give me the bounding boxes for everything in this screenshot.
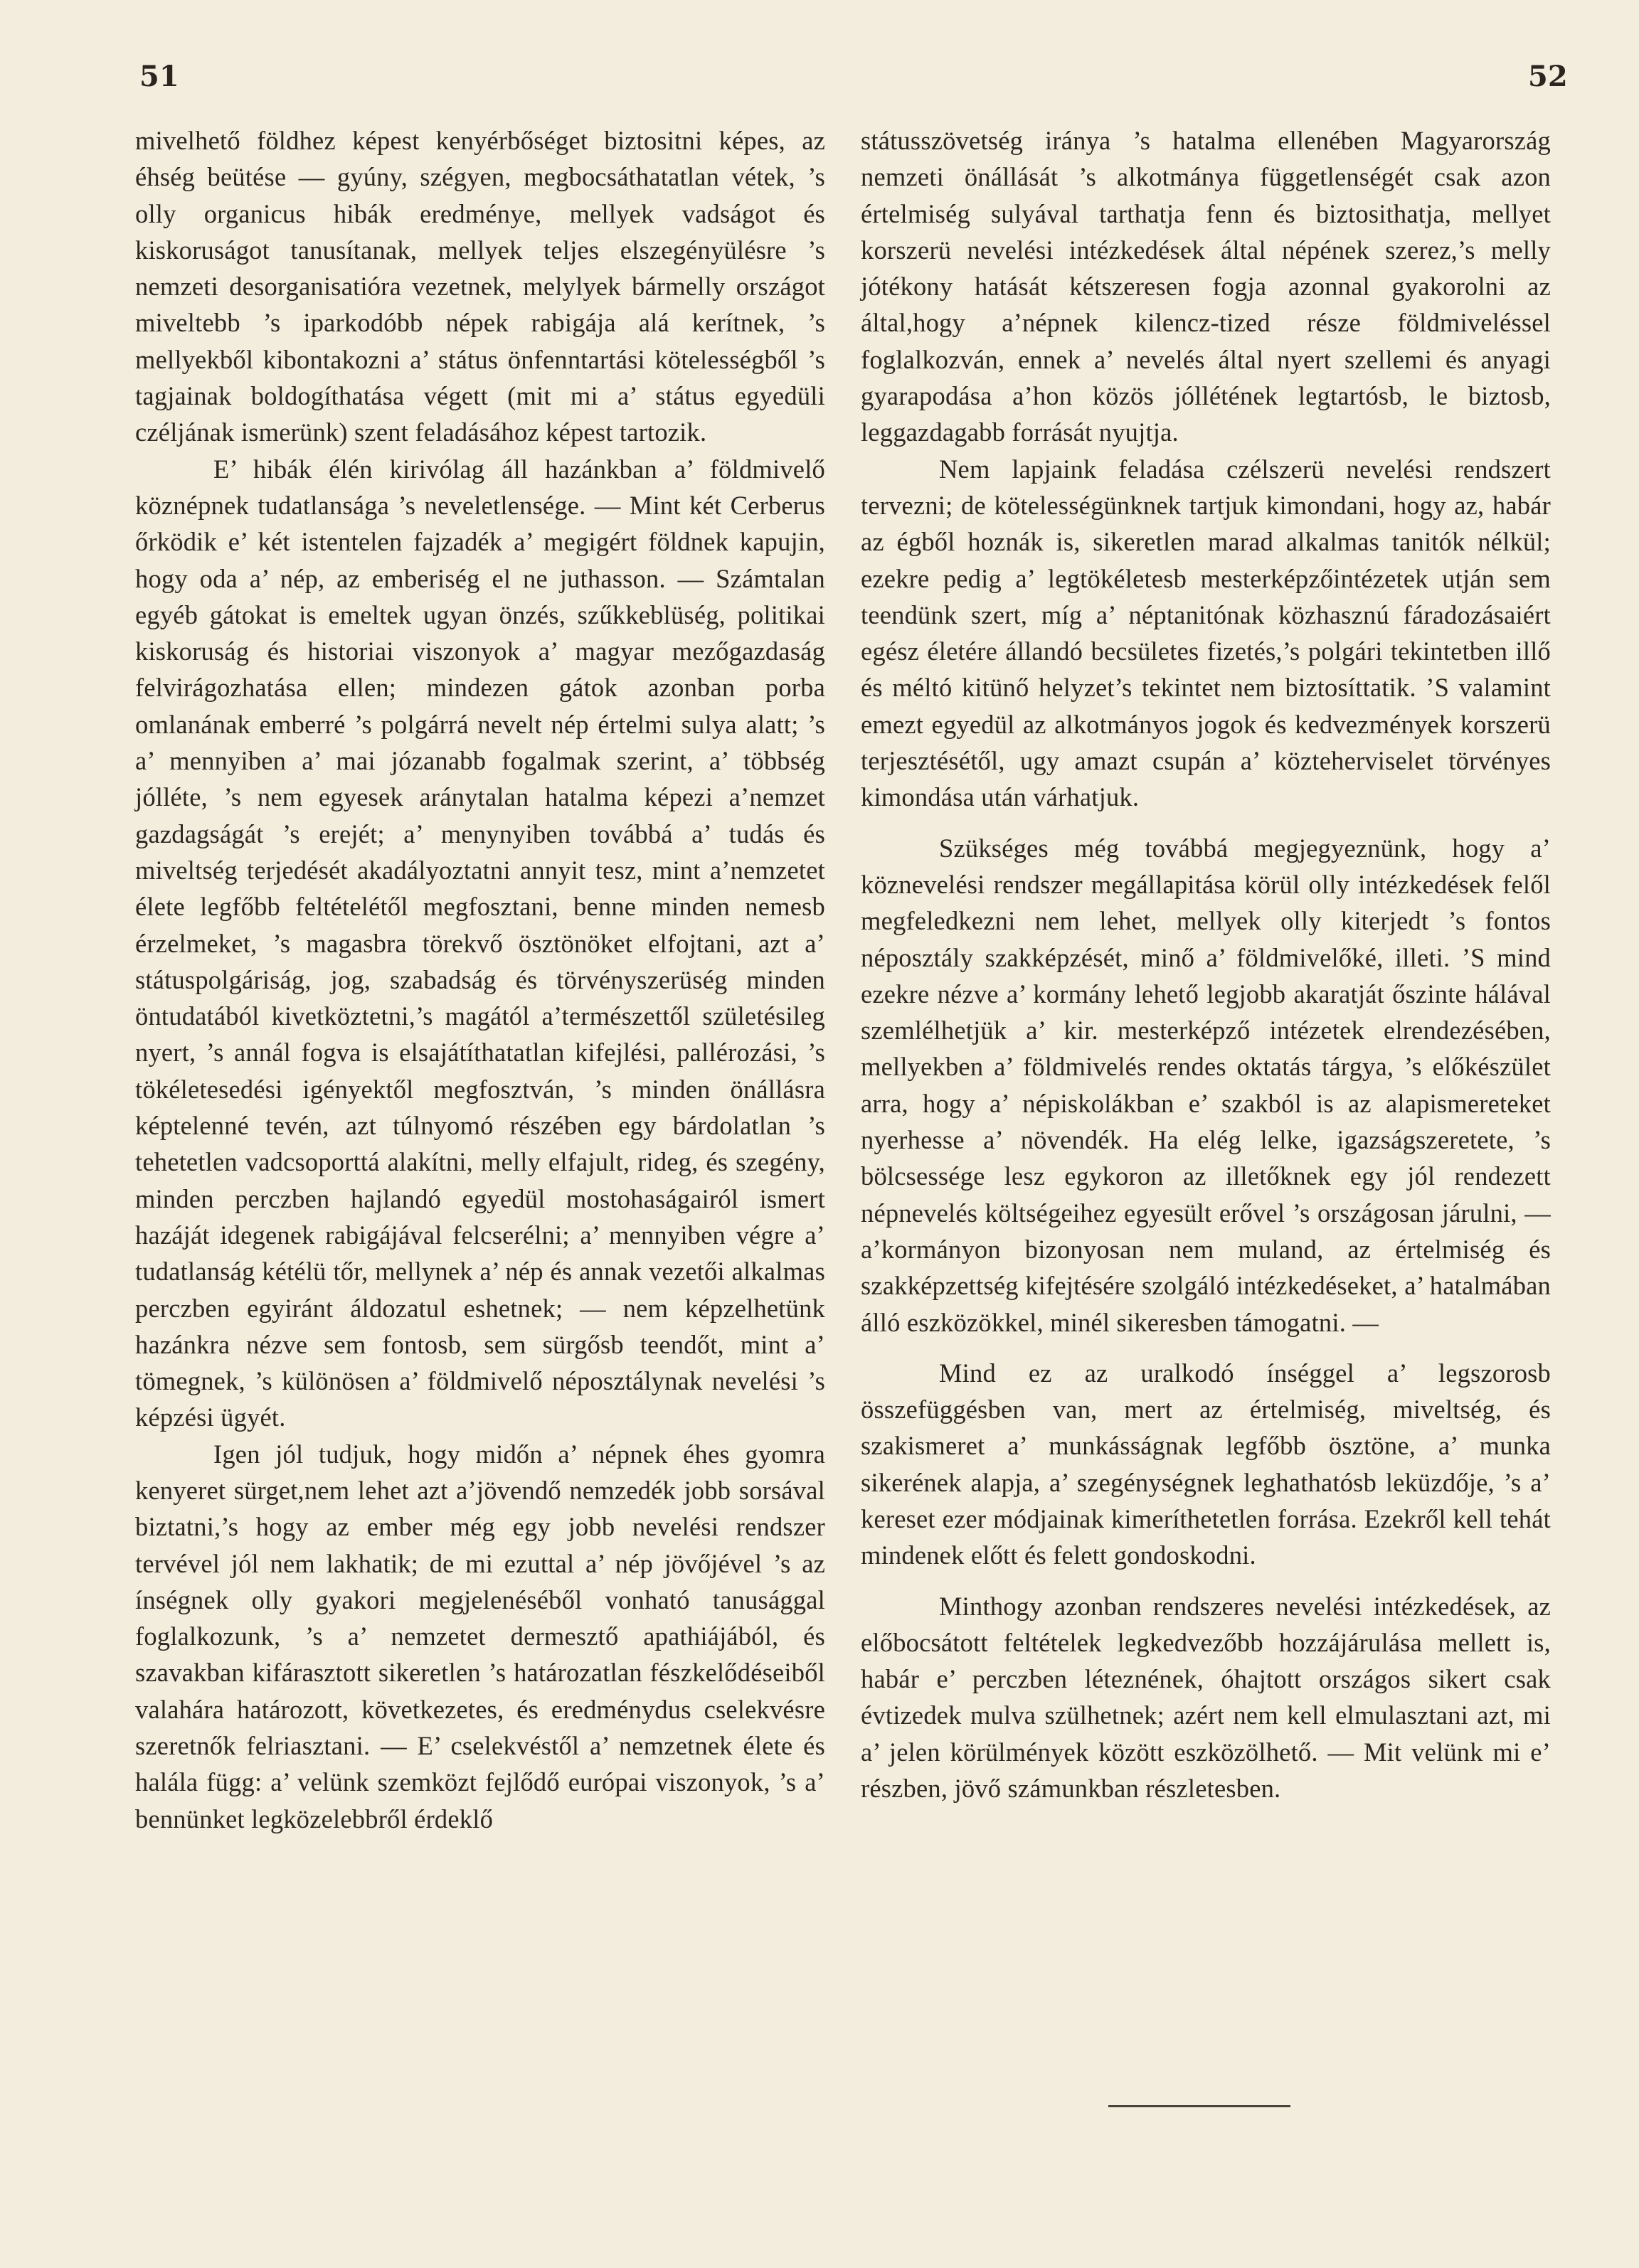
right-paragraph-2: Nem lapjaink feladása czélszerü nevelési rendszert tervezni; de kötelességünknek tartjuk kimondani, hogy az, habár az égből hoznák is, sikeretlen marad alkalmas tanitók nélkül; ezekre pedig a’ legtökéletesb mesterképzőintézetek utján sem teendünk szert, míg a’ néptanitónak közhasznú fáradozásaiért egész életére állandó becsületes fizetés,’s polgári tekintetben illő és méltó kitünő helyzet’s tekintet nem biztosíttatik. ’S valamint emezt egyedül az alkotmányos jogok és kedvezmények korszerü terjesztésétől, ugy amazt csupán a’ közteherviselet törvényes kimondása után várhatjuk. (861, 454, 1551, 812)
closing-rule (1108, 2105, 1290, 2107)
left-paragraph-1: mivelhető földhez képest kenyérbőséget biztositni képes, az éhség beütése — gyúny, szégyen, megbocsáthatatlan vétek, ’s olly organicus hibák eredménye, mellyek vadságot és kiskoruságot tanusítanak, mellyek teljes elszegényülésre ’s nemzeti desorganisatióra vezetnek, melylyek bármelly országot miveltebb ’s iparkodóbb népek rabigája alá kerítnek, ’s mellyekből kibontakozni a’ státus önfenntartási kötelességből ’s tagjainak boldogíthatása végett (mit mi a’ státus egyedüli czéljának ismerünk) szent feladásához képest tartozik. (135, 126, 825, 447)
left-paragraph-2: E’ hibák élén kirivólag áll hazánkban a’ földmivelő köznépnek tudatlansága ’s neveletlensége. — Mint két Cerberus őrködik e’ két istentelen fajzadék a’ megigért földnek kapujin, hogy oda a’ nép, az emberiség el ne juthasson. — Számtalan egyéb gátokat is emeltek ugyan önzés, szűkkeblüség, politikai kiskoruság és historiai viszonyok a’ magyar mezőgazdaság felvirágozhatása ellen; mindezen gátok azonban porba omlanának emberré ’s polgárrá nevelt nép értelmi sulya alatt; ’s a’ mennyiben a’ mai józanabb fogalmak szerint, a’ többség jólléte, ’s nem egyesek aránytalan hatalma képezi a’nemzet gazdagságát ’s erejét; a’ menynyiben továbbá a’ tudás és miveltség terjedését akadályoztatni annyit tesz, mint a’nemzetet élete legfőbb feltételétől megfosztani, benne minden nemesb érzelmeket, ’s magasbra törekvő ösztönöket elfojtani, azt a’ státuspolgáriság, jog, szabadság és törvényszerüség minden öntudatából kivetköztetni,’s magától a’természettől születésileg nyert, ’s annál fogva is elsajátíthatatlan kifejlési, pallérozási, ’s tökéletesedési igényektől megfosztván, ’s minden önállásra képtelenné tevén, azt túlnyomó részében egy bárdolatlan ’s tehetetlen vadcsoporttá alakítni, melly elfajult, rideg, és szegény, minden perczben hajlandó egyedül mostohaságairól ismert hazáját idegenek rabigájával felcserélni; a’ mennyiben végre a’ tudatlanság kétélü tőr, mellynek a’ nép és annak vezetői alkalmas perczben egyiránt áldozatul eshetnek; — nem képzelhetünk hazánkra nézve sem fontosb, sem sürgősb teendőt, mint a’ tömegnek, ’s különösen a’ földmivelő néposztálynak nevelési ’s képzési ügyét. (135, 454, 825, 1432)
page-number-right: 52 (1528, 60, 1568, 93)
left-column (135, 122, 825, 1837)
right-paragraph-3: Szükséges még továbbá megjegyeznünk, hogy a’ köznevelési rendszer megállapitása körül olly intézkedések felől megfeledkezni nem lehet, mellyek olly kiterjedt ’s fontos néposztály szakképzését, minő a’ földmivelőké, illeti. ’S mind ezekre nézve a’ kormány lehető legjobb akaratját őszinte hálával szemlélhetjük a’ kir. mesterképző intézetek elrendezésében, mellyekben a’ földmivelés rendes oktatás tárgya, ’s előkészület arra, hogy a’ népiskolákban e’ szakból is az alapismereteket nyerhesse a’ növendék. Ha elég lelke, igazságszeretete, ’s bölcsessége lesz egykoron az illetőknek egy jól rendezett népnevelés költségeihez egyesült erővel ’s országosan járulni, — a’kormányon bizonyosan nem muland, az értelmiség és szakképzettség kifejtésére szolgáló intézkedéseket, a’ hatalmában álló eszközökkel, minél sikeresben támogatni. — (861, 833, 1551, 1337)
page-number-left: 51 (139, 60, 179, 93)
right-paragraph-4: Mind ez az uralkodó ínséggel a’ legszorosb összefüggésben van, mert az értelmiség, miveltség, és szakismeret a’ munkásságnak legfőbb ösztöne, a’ munka sikerének alapja, a’ szegénységnek leghathatósb leküzdője, ’s a’ kereset ezer módjainak kimeríthetetlen forrása. Ezekről kell tehát mindenek előtt és felett gondoskodni. (861, 1358, 1551, 1570)
right-column (861, 122, 1551, 1806)
right-paragraph-1: státusszövetség iránya ’s hatalma ellenében Magyarország nemzeti önállását ’s alkotmánya függetlenségét csak azon értelmiség sulyával tarthatja fenn és biztosithatja, mellyet korszerü nevelési intézkedések által népének szerez,’s melly jótékony hatását kétszeresen fogja azonnal gyakorolni az által,hogy a’népnek kilencz-tized része földmiveléssel foglalkozván, ennek a’ nevelés által nyert szellemi és anyagi gyarapodása a’hon közös jóllétének legtartósb, le biztosb, leggazdagabb forrását nyujtja. (861, 126, 1551, 447)
left-paragraph-3: Igen jól tudjuk, hogy midőn a’ népnek éhes gyomra kenyeret sürget,nem lehet azt a’jövendő nemzedék jobb sorsával biztatni,’s hogy az ember még egy jobb nevelési rendszer tervével jól nem lakhatik; de mi ezuttal a’ nép jövőjével ’s az ínségnek olly gyakori megjelenéséből vonható tanusággal foglalkozunk, ’s a’ nemzetet dermesztő apathiájából, és szavakban kifárasztott sikeretlen ’s határozatlan fészkelődéseiből valahára határozott, következetes, és eredménydus cselekvésre szeretnők felriasztani. — E’ cselekvéstől a’ nemzetnek élete és halála függ: a’ velünk szemközt fejlődő európai viszonyok, ’s a’ bennünket legközelebbről érdeklő (135, 1439, 825, 1833)
right-paragraph-5: Minthogy azonban rendszeres nevelési intézkedések, az előbocsátott feltételek legkedvezőbb hozzájárulása mellett is, habár e’ perczben léteznének, óhajtott országos sikert csak évtizedek mulva szülhetnek; azért nem kell elmulasztani azt, mi a’ jelen körülmények között eszközölhető. — Mit velünk mi e’ részben, jövő számunkban részletesben. (861, 1591, 1551, 1804)
